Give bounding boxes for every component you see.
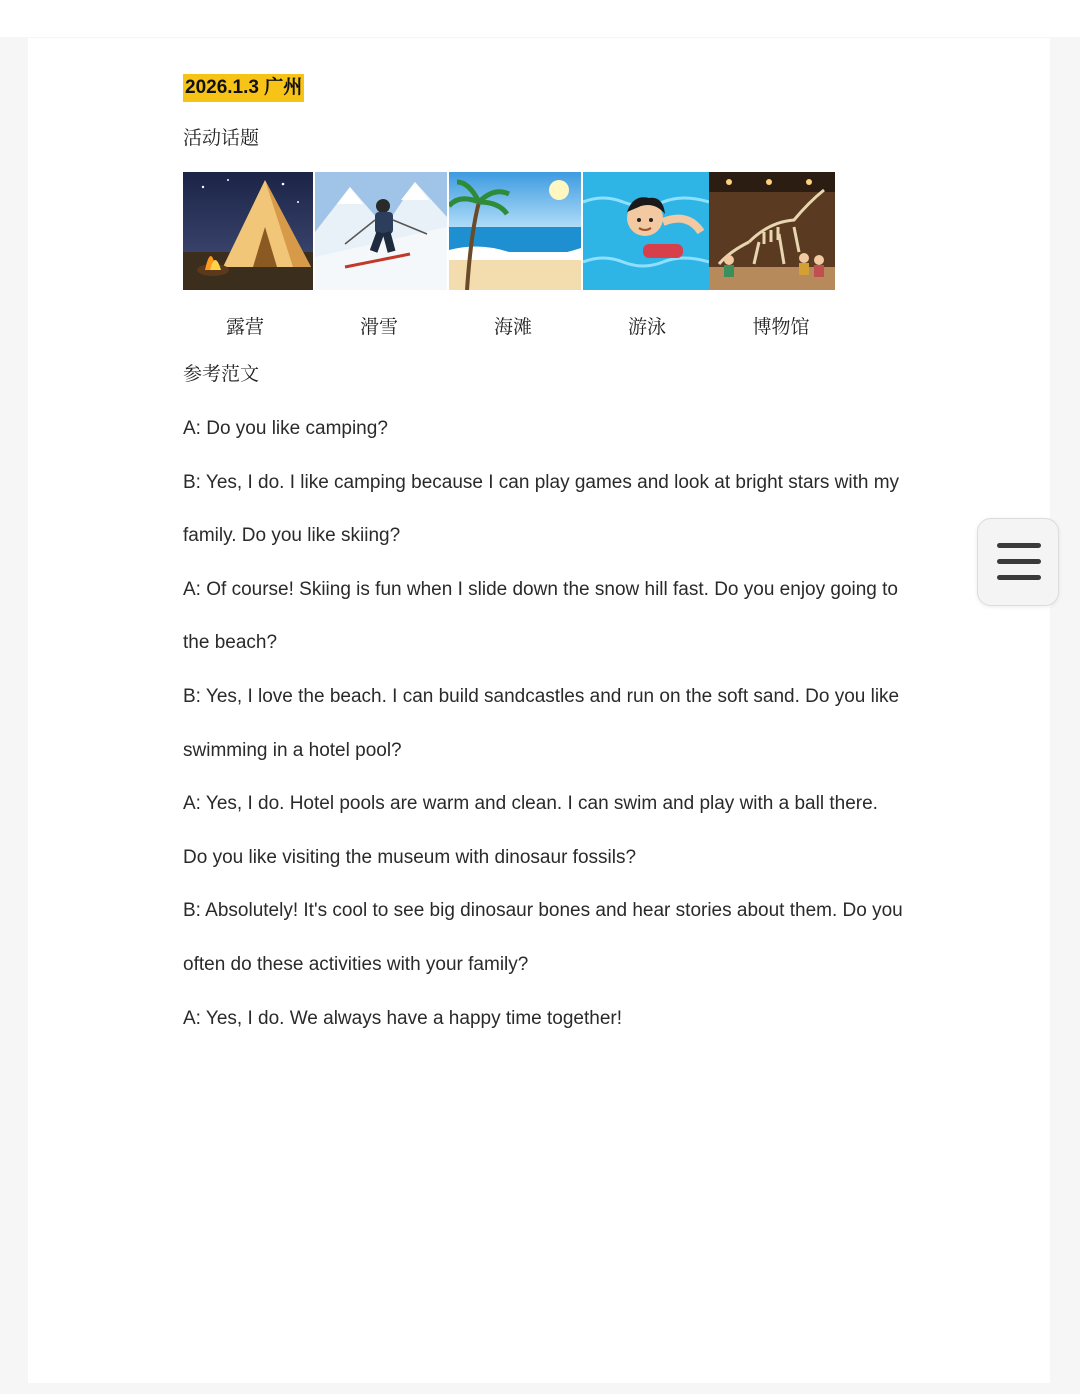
dialogue-line: A: Of course! Skiing is fun when I slide down the snow hill fast. Do you enjoy going to the beach? <box>183 578 898 654</box>
dialogue-line: B: Yes, I love the beach. I can build sandcastles and run on the soft sand. Do you like swimming in a hotel pool? <box>183 685 900 761</box>
dialogue-line: A: Yes, I do. We always have a happy time together! <box>183 1007 623 1029</box>
essay-heading: 参考范文 <box>183 364 260 385</box>
dialogue-line: B: Absolutely! It's cool to see big dinosaur bones and hear stories about them. Do you often do these activities with your family? <box>183 900 903 975</box>
article-content <box>183 74 903 1045</box>
date-location-highlight: 2026.1.3 广州 <box>183 74 304 102</box>
topic-heading: 活动话题 <box>183 128 260 149</box>
beach-image[interactable] <box>449 172 581 290</box>
dialogue-line: B: Yes, I do. I like camping because I can play games and look at bright stars with my family. Do you like skiing? <box>183 471 900 547</box>
activity-image-strip <box>183 172 837 292</box>
dialogue-line: A: Yes, I do. Hotel pools are warm and clean. I can swim and play with a ball there. Do you like visiting the museum with dinosaur fossils? <box>183 793 878 868</box>
activity-label-museum: 博物馆 <box>752 317 810 338</box>
dialogue-line: A: Do you like camping? <box>183 418 388 439</box>
skiing-image[interactable] <box>315 172 447 290</box>
camping-image[interactable] <box>183 172 313 290</box>
swimming-image[interactable] <box>583 172 709 290</box>
activity-label-skiing: 滑雪 <box>359 317 398 338</box>
museum-image[interactable] <box>709 172 835 290</box>
activity-label-swimming: 游泳 <box>627 317 666 338</box>
document-page <box>28 38 1050 1383</box>
activity-label-camping: 露营 <box>225 317 264 338</box>
menu-button[interactable] <box>977 518 1059 606</box>
activity-label-beach: 海滩 <box>493 317 532 338</box>
dialogue-body <box>183 402 903 1045</box>
top-bar <box>0 0 1080 37</box>
activity-labels <box>183 312 903 342</box>
